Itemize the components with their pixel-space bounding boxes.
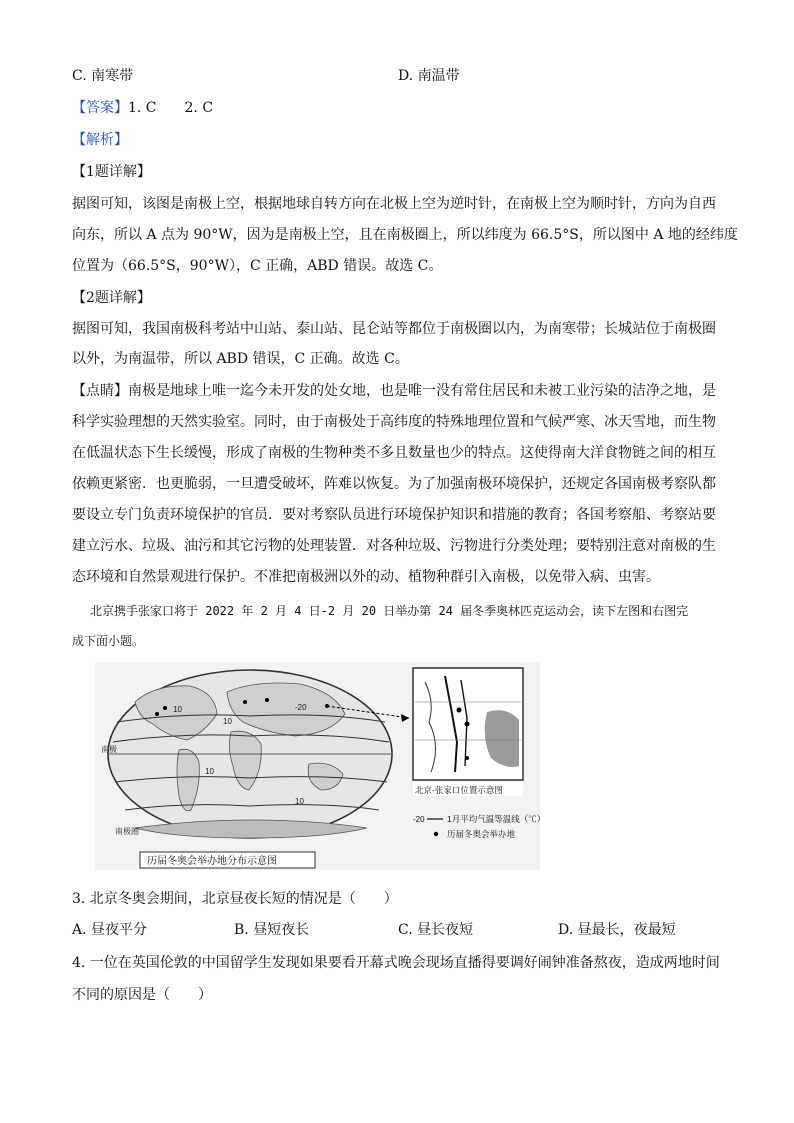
intro-line: 北京携手张家口将于 2022 年 2 月 4 日-2 月 20 日举办第 24 届冬季奥林匹克运动会，读下左图和右图完 [90, 604, 689, 618]
option-d: D. 南温带 [398, 68, 460, 84]
q1-detail-line: 向东，所以 A 点为 90°W，因为是南极上空，且在南极圈上，所以纬度为 66.5°S，所以图中 A 地的经纬度 [72, 227, 738, 243]
point-line [72, 381, 716, 401]
analysis-label: 【解析】 [72, 132, 128, 148]
q3-option-c: C. 昼长夜短 [398, 922, 474, 938]
answer-label: 【答案】 [72, 100, 128, 116]
isotherm-label: 10 [173, 705, 182, 714]
q3-option-b: B. 昼短夜长 [234, 922, 310, 938]
map-label: 南极圈 [115, 827, 139, 836]
point-line: 依赖更紧密．也更脆弱，一旦遭受破坏，阵难以恢复。为了加强南极环境保护，还规定各国南极考察队都 [72, 476, 716, 492]
legend-host-marker [434, 832, 438, 836]
q3-option-a: A. 昼夜平分 [72, 922, 148, 938]
intro-line: 成下面小题。 [72, 634, 145, 648]
q1-detail-label: 【1题详解】 [72, 164, 151, 180]
point-text: 南极是地球上唯一迄今未开发的处女地，也是唯一没有常住居民和未被工业污染的洁净之地，是 [128, 383, 716, 399]
q4-stem-line: 不同的原因是（ ） [72, 987, 212, 1003]
q3-stem: 3. 北京冬奥会期间，北京昼夜长短的情况是（ ） [72, 891, 398, 907]
inset-map [413, 668, 523, 796]
point-line: 态环境和自然景观进行保护。不准把南极洲以外的动、植物种群引入南极，以免带入病、虫害。 [72, 569, 660, 585]
map-label: 南极 [101, 745, 117, 754]
option-c: C. 南寒带 [72, 68, 134, 84]
q1-detail-line: 据图可知，该图是南极上空，根据地球自转方向在北极上空为逆时针，在南极上空为顺时针，方向为自西 [72, 196, 716, 212]
q2-detail-line: 据图可知，我国南极科考站中山站、泰山站、昆仑站等都位于南极圈以内，为南寒带；长城站位于南极圈 [72, 321, 716, 337]
point-line: 在低温状态下生长缓慢，形成了南极的生物种类不多且数量也少的特点。这使得南大洋食物链之间的相互 [72, 445, 716, 461]
q4-stem-line: 4. 一位在英国伦敦的中国留学生发现如果要看开幕式晚会现场直播得要调好闹钟准备熬夜，造成两地时间 [72, 955, 720, 971]
legend-isotherm-label: 1月平均气温等温线（℃） [447, 814, 540, 824]
q2-detail-line: 以外，为南温带，所以 ABD 错误，C 正确。故选 C。 [72, 351, 409, 367]
q1-detail-line: 位置为（66.5°S，90°W），C 正确，ABD 错误。故选 C。 [72, 258, 443, 274]
answer-text: 1. C 2. C [128, 100, 214, 116]
point-label: 【点睛】 [72, 383, 128, 399]
legend-isotherm-value: -20 [413, 815, 425, 824]
map-figure-svg [95, 662, 540, 870]
point-line: 要设立专门负责环境保护的官员．要对考察队员进行环境保护知识和措施的教育；各国考察船、考察站要 [72, 507, 716, 523]
right-map-caption: 北京-张家口位置示意图 [415, 785, 503, 795]
isotherm-label: 10 [223, 717, 232, 726]
isotherm-label: 10 [295, 797, 304, 806]
point-line: 建立污水、垃圾、油污和其它污物的处理装置．对各种垃圾、污物进行分类处理；要特别注意对南极的生 [72, 538, 716, 554]
point-line: 科学实验理想的天然实验室。同时，由于南极处于高纬度的特殊地理位置和气候严寒、冰天雪地，而生物 [72, 414, 716, 430]
left-map-caption: 历届冬奥会举办地分布示意图 [147, 856, 277, 867]
q3-option-d: D. 昼最长，夜最短 [558, 922, 676, 938]
isotherm-label: 10 [205, 767, 214, 776]
legend-host-label: 历届冬奥会举办地 [447, 829, 516, 839]
answer-line [72, 98, 213, 118]
q2-detail-label: 【2题详解】 [72, 290, 151, 306]
map-figure [95, 662, 540, 870]
isotherm-label: -20 [295, 703, 307, 712]
